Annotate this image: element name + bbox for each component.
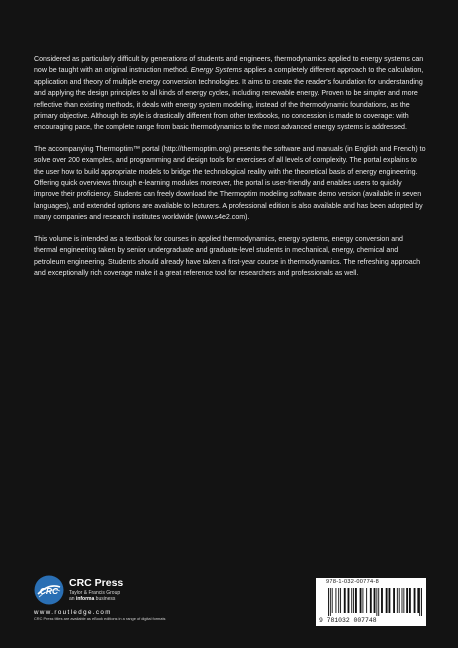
barcode-bar [370, 588, 372, 613]
business-suffix: business [94, 596, 116, 603]
barcode-bar [419, 588, 420, 616]
publisher-block [34, 575, 254, 616]
publisher-name: CRC Press [69, 576, 124, 589]
barcode-bar [360, 588, 362, 613]
barcode-bar [402, 588, 403, 613]
publisher-group: Taylor & Francis Group [69, 590, 121, 597]
barcode-bar [374, 588, 376, 613]
barcode-bar [348, 588, 350, 613]
barcode-bar [378, 588, 379, 616]
book-title-italic: Energy Systems [190, 67, 243, 75]
barcode-bar [362, 588, 363, 613]
barcode-bar [389, 588, 391, 613]
publisher-business-line [69, 596, 123, 602]
barcode-bar [381, 588, 383, 613]
barcode-bar [414, 588, 416, 613]
barcode-bar [338, 588, 339, 613]
barcode-bar [376, 588, 377, 616]
barcode-bar [399, 588, 400, 613]
business-prefix: an [69, 596, 76, 603]
description-text: applies a completely different approach to the calculation, application and theory of multiple energy conversion technologies. It aims to create the reader's foundation for understanding and applying the design principles to all kinds of energy cycles, including renewable energy. Proven to be simpler and more reflective than existing methods, it deals with energy system modeling, instead of the thermodynamic foundations, as the primary objective. Although its style is drastically different from other textbooks, no concession is made to coverage: with encouraging pace, the complete range from basic thermodynamics to the most advanced energy systems is addressed. [34, 67, 424, 132]
barcode-bar [328, 588, 329, 616]
description-text: Considered as particularly difficult by generations of students and engineers, thermodynamics applied to energy systems can now be taught with an original instruction method. [34, 56, 424, 75]
business-name: informa [75, 596, 95, 603]
back-cover-description [34, 54, 426, 289]
ebook-footnote: CRC Press titles are available as eBook editions in a range of digital formats [34, 616, 166, 621]
barcode-bar [330, 588, 331, 616]
barcode-bar [421, 588, 422, 616]
description-paragraph-1 [34, 54, 426, 134]
barcode-bar [355, 588, 357, 613]
barcode-bar [335, 588, 336, 613]
barcode-bar [386, 588, 388, 613]
barcode-digits: 9 781032 007748 [319, 617, 377, 624]
publisher-website: www.routledge.com [34, 609, 112, 616]
crc-press-logo-icon [34, 575, 64, 605]
barcode-bar [344, 588, 346, 613]
barcode-bar [351, 588, 352, 613]
description-paragraph-2: The accompanying Thermoptim™ portal (http://thermoptim.org) presents the software and manuals (in English and French) to solve over 200 examples, and programming and design tools for exercises of all levels of complexity. The portal explains to the user how to build appropriate models to bridge the technological reality with the theoretical basis of energy engineering. Offering quick overviews through e-learning modules moreover, the portal is user-friendly and enables users to quickly improve their proficiency. Students can freely download the Thermoptim modeling software demo version (available in seven languages), and extended options are available to lecturers. A professional edition is also available and has been adopted by many companies and research institutes worldwide (www.s4e2.com). [34, 145, 426, 222]
barcode-bar [366, 588, 367, 613]
barcode-bar [403, 588, 404, 613]
description-paragraph-3: This volume is intended as a textbook for courses in applied thermodynamics, energy systems, energy conversion and thermal engineering taken by senior undergraduate and graduate-level students in mechanical, energy, chemical and petroleum engineering. Students should already have taken a first-year course in thermodynamics. The refreshing approach and exceptionally rich coverage make it a great reference tool for researchers and professionals as well. [34, 235, 421, 277]
barcode-bar [417, 588, 419, 613]
ean13-barcode-icon [328, 588, 422, 616]
barcode-bar [393, 588, 395, 613]
publisher-name-block [69, 578, 123, 603]
publisher-logo-row [34, 575, 254, 605]
barcode-bar [406, 588, 408, 613]
barcode-bar [397, 588, 398, 613]
barcode-bar [332, 588, 333, 613]
isbn-number: 978-1-032-00774-8 [326, 579, 379, 585]
barcode-bar [353, 588, 354, 613]
logo-letters: CRC [39, 586, 59, 596]
barcode-bar [409, 588, 411, 613]
barcode-bar [340, 588, 341, 613]
